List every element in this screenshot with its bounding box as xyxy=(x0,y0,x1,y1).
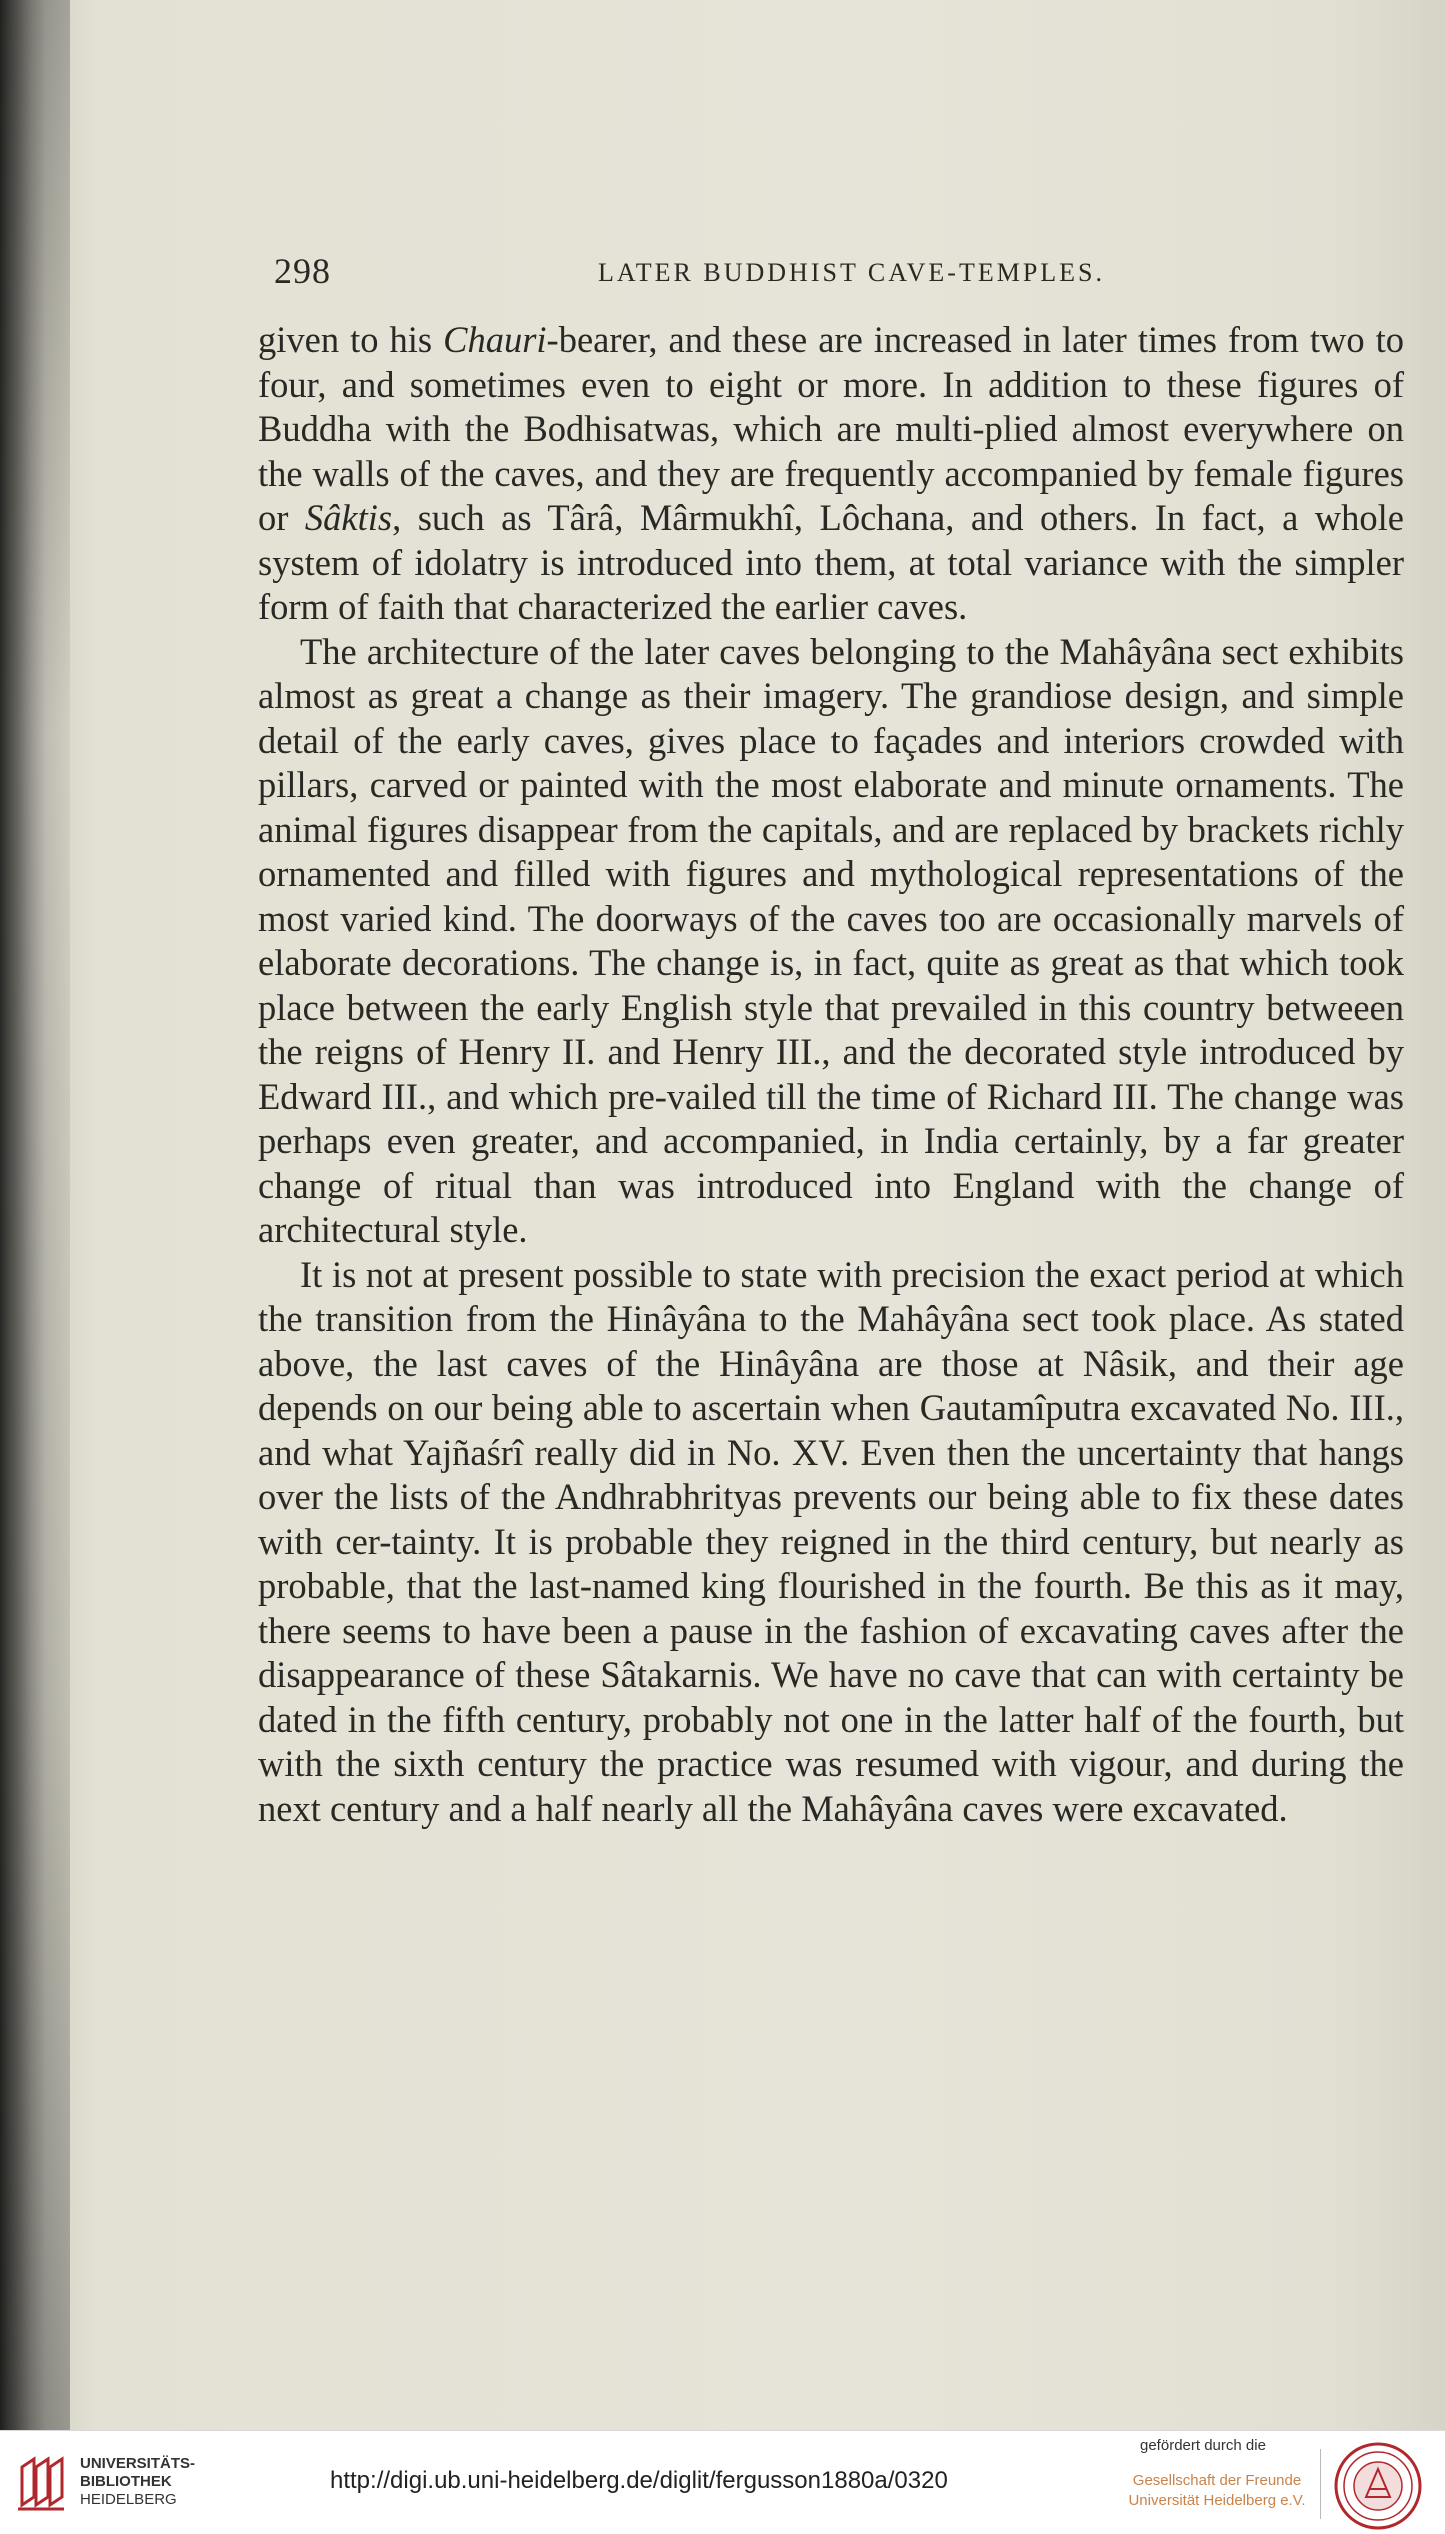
paragraph-1-italic-chauri: Chauri xyxy=(443,319,547,360)
body-text xyxy=(258,318,1404,1831)
paragraph-1-part-3: , such as Târâ, Mârmukhî, Lôchana, and others. In fact, a whole system of idolatry is introduced into them, at total variance with the simpler form of faith that characterized the earlier caves. xyxy=(258,497,1404,627)
society-name[interactable] xyxy=(1122,2471,1312,2511)
paragraph-1-italic-saktis: Sâktis xyxy=(304,497,393,538)
footer-divider xyxy=(1320,2449,1321,2519)
library-name[interactable] xyxy=(80,2455,195,2509)
paragraph-1-part-2: -bearer, and these are increased in later times from two to four, and sometimes even to eight or more. In addition to these figures of Buddha with the Bodhisatwas, which are multi-plied almost everywhere on the walls of the caves, and they are frequently accompanied by female figures or xyxy=(258,319,1405,538)
viewer-footer xyxy=(0,2430,1445,2534)
society-name-line-2: Universität Heidelberg e.V. xyxy=(1128,2492,1306,2509)
paragraph-3: It is not at present possible to state with precision the exact period at which the transition from the Hinâyâna to the Mahâyâna sect took place. As stated above, the last caves of the Hinâyâna are those at Nâsik, and their age depends on our being able to ascertain when Gautamîputra excavated No. III., and what Yajñaśrî really did in No. XV. Even then the uncertainty that hangs over the lists of the Andhrabhrityas prevents our being able to fix these dates with cer-tainty. It is probable they reigned in the third century, but nearly as probable, that the last-named king flourished in the fourth. Be this as it may, there seems to have been a pause in the fashion of excavating caves after the disappearance of these Sâtakarnis. We have no cave that can with certainty be dated in the fifth century, probably not one in the latter half of the fourth, but with the sixth century the practice was resumed with vigour, and during the next century and a half nearly all the Mahâyâna caves were excavated. xyxy=(258,1253,1404,1829)
page-number: 298 xyxy=(274,251,331,291)
library-name-line-1: UNIVERSITÄTS- xyxy=(80,2455,196,2472)
library-name-line-3: HEIDELBERG xyxy=(80,2491,177,2508)
running-head: LATER BUDDHIST CAVE-TEMPLES. xyxy=(598,258,1106,287)
book-page xyxy=(258,240,1404,1831)
paragraph-2: The architecture of the later caves belonging to the Mahâyâna sect exhibits almost as great a change as their imagery. The grandiose design, and simple detail of the early caves, gives place to façades and interiors crowded with pillars, carved or painted with the most elaborate and minute ornaments. The animal figures disappear from the capitals, and are replaced by brackets richly ornamented and filled with figures and mythological representations of the most varied kind. The doorways of the caves too are occasionally marvels of elaborate decorations. The change is, in fact, quite as great as that which took place between the early English style that prevailed in this country betweeen the reigns of Henry II. and Henry III., and the decorated style introduced by Edward III., and which pre-vailed till the time of Richard III. The change was perhaps even greater, and accompanied, in India certainly, by a far greater change of ritual than was introduced into England with the change of architectural style. xyxy=(258,630,1404,1250)
funded-by-label: gefördert durch die xyxy=(1140,2437,1266,2454)
paragraph-1-part-1: given to his xyxy=(258,319,444,360)
society-name-line-1: Gesellschaft der Freunde xyxy=(1132,2472,1302,2489)
permalink-url[interactable]: http://digi.ub.uni-heidelberg.de/diglit/fergusson1880a/0320 xyxy=(330,2467,948,2494)
page-header xyxy=(258,240,1404,300)
university-seal-icon xyxy=(1333,2441,1423,2531)
library-logo-icon[interactable] xyxy=(14,2453,68,2513)
paragraph-1 xyxy=(258,318,1404,630)
library-name-line-2: BIBLIOTHEK xyxy=(80,2473,172,2490)
